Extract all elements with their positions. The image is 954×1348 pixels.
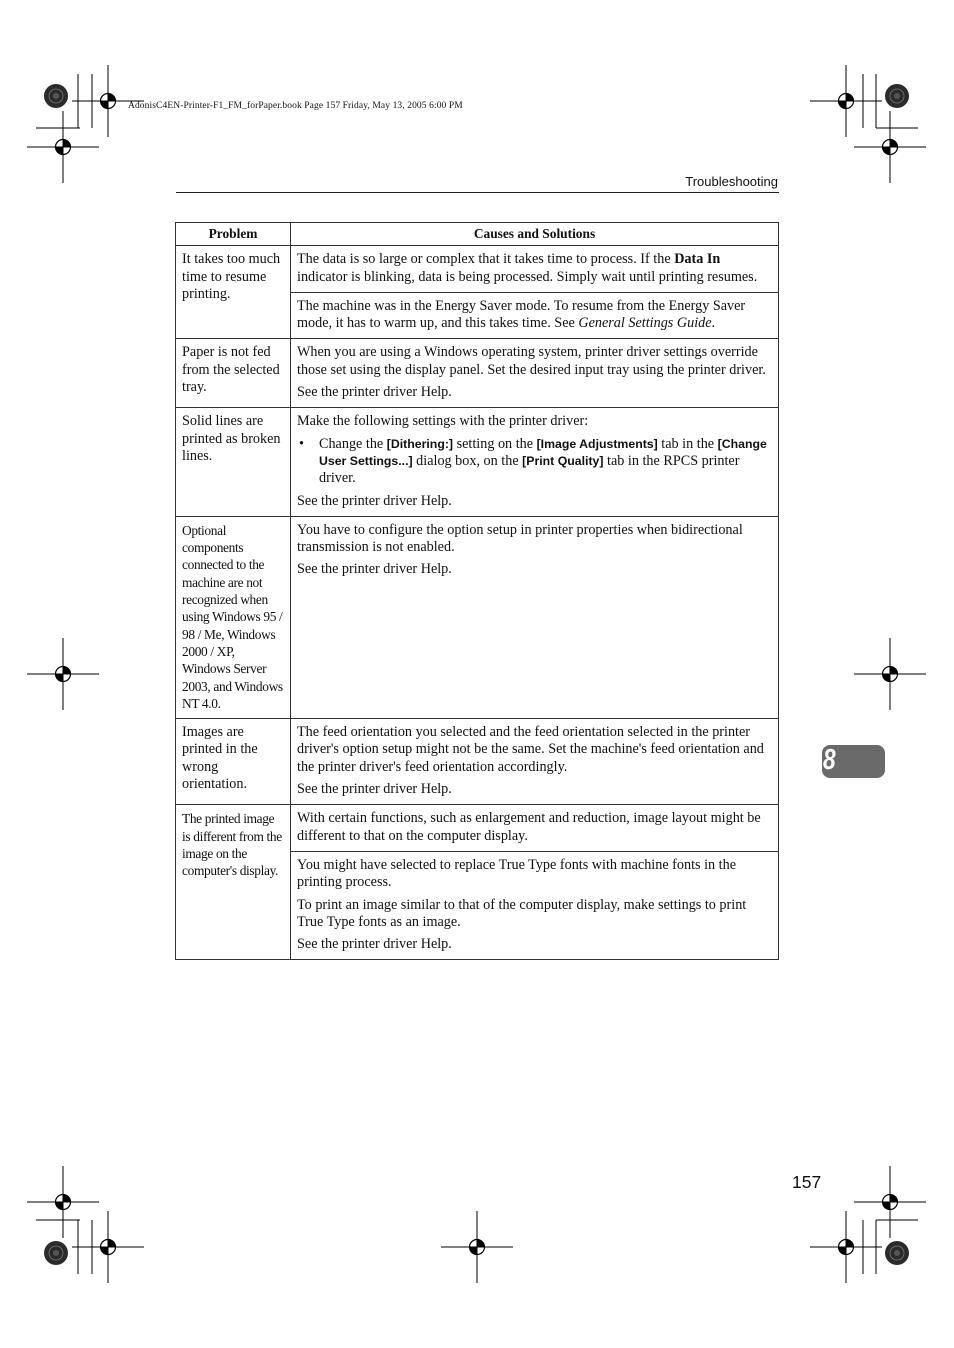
data-in-indicator-name: Data In bbox=[674, 251, 721, 268]
bullet-item bbox=[297, 436, 772, 488]
problem-cell: The printed image is different from the image on the computer's display. bbox=[176, 805, 291, 960]
manual-reference: General Settings Guide bbox=[578, 315, 712, 332]
paragraph: Make the following settings with the printer driver: bbox=[297, 413, 589, 430]
table-row bbox=[176, 805, 779, 852]
text: indicator is blinking, data is being processed. Simply wait until printing resumes. bbox=[297, 268, 758, 285]
crosshair-icon bbox=[27, 638, 99, 710]
header-rule bbox=[176, 192, 779, 193]
problem-cell: Images are printed in the wrong orientation. bbox=[176, 719, 291, 805]
table-row bbox=[176, 516, 779, 718]
solution-cell bbox=[291, 408, 779, 516]
table-row bbox=[176, 339, 779, 408]
ui-label: [Change User Settings...] bbox=[319, 436, 767, 468]
solution-cell bbox=[291, 851, 779, 959]
solution-cell bbox=[291, 292, 779, 339]
paragraph: See the printer driver Help. bbox=[297, 781, 452, 798]
ui-label: [Dithering:] bbox=[386, 436, 454, 451]
text: tab in the RPCS printer driver. bbox=[319, 452, 740, 487]
paragraph: See the printer driver Help. bbox=[297, 561, 452, 578]
ui-label: [Print Quality] bbox=[522, 453, 604, 468]
text: Change the bbox=[319, 435, 387, 452]
solution-cell bbox=[291, 805, 779, 852]
target-icon bbox=[44, 1241, 68, 1265]
solution-cell bbox=[291, 719, 779, 805]
troubleshooting-table bbox=[175, 222, 779, 960]
table-row bbox=[176, 408, 779, 516]
text: tab in the bbox=[657, 435, 718, 452]
solution-cell bbox=[291, 339, 779, 408]
target-icon bbox=[885, 84, 909, 108]
text: The machine was in the Energy Saver mode. To resume from the Energy Saver mode, it has to warm up, and this takes time. See bbox=[297, 297, 746, 332]
bullet-icon: • bbox=[299, 435, 304, 452]
page-number: 157 bbox=[792, 1172, 822, 1192]
section-title: Troubleshooting bbox=[685, 174, 778, 189]
crosshair-icon bbox=[441, 1211, 513, 1283]
paragraph: To print an image similar to that of the computer display, make settings to print True Type fonts as an image. bbox=[297, 896, 747, 930]
paragraph: With certain functions, such as enlargement and reduction, image layout might be different to that on the computer display. bbox=[297, 810, 761, 844]
problem-cell: Optional components connected to the machine are not recognized when using Windows 95 / 98 / Me, Windows 2000 / XP, Windows Server 2003, and Windows NT 4.0. bbox=[176, 516, 291, 718]
text: dialog box, on the bbox=[412, 452, 523, 469]
paragraph: The feed orientation you selected and the feed orientation selected in the printer driver's option setup might not be the same. Set the machine's feed orientation and the printer driver's feed orientation accordingly. bbox=[297, 724, 764, 775]
target-icon bbox=[44, 84, 68, 108]
chapter-tab bbox=[822, 745, 885, 778]
problem-cell: Solid lines are printed as broken lines. bbox=[176, 408, 291, 516]
table-header-row bbox=[176, 223, 779, 246]
crosshair-icon bbox=[810, 1211, 882, 1283]
crosshair-icon bbox=[27, 1166, 99, 1238]
paragraph: When you are using a Windows operating system, printer driver settings override those set using the display panel. Set the desired input tray using the printer driver. bbox=[297, 344, 766, 378]
crosshair-icon bbox=[854, 111, 926, 183]
paragraph: See the printer driver Help. bbox=[297, 936, 452, 953]
table-row bbox=[176, 719, 779, 805]
text: setting on the bbox=[453, 435, 537, 452]
target-icon bbox=[885, 1241, 909, 1265]
crosshair-icon bbox=[810, 65, 882, 137]
ui-label: [Image Adjustments] bbox=[536, 436, 658, 451]
solution-cell bbox=[291, 246, 779, 293]
paragraph: See the printer driver Help. bbox=[297, 384, 452, 401]
paragraph: You have to configure the option setup in printer properties when bidirectional transmission is not enabled. bbox=[297, 521, 743, 556]
crosshair-icon bbox=[27, 111, 99, 183]
text: . bbox=[711, 315, 716, 332]
table-row bbox=[176, 246, 779, 293]
column-header-causes: Causes and Solutions bbox=[291, 223, 779, 246]
crosshair-icon bbox=[72, 1211, 144, 1283]
file-info: AdonisC4EN-Printer-F1_FM_forPaper.book Page 157 Friday, May 13, 2005 6:00 PM bbox=[128, 101, 463, 111]
column-header-problem: Problem bbox=[176, 223, 291, 246]
text: The data is so large or complex that it takes time to process. If the bbox=[297, 251, 675, 268]
crosshair-icon bbox=[854, 638, 926, 710]
solution-cell bbox=[291, 516, 779, 718]
problem-cell: It takes too much time to resume printing. bbox=[176, 246, 291, 339]
crosshair-icon bbox=[854, 1166, 926, 1238]
chapter-number: 8 bbox=[823, 744, 836, 776]
paragraph: You might have selected to replace True Type fonts with machine fonts in the printing process. bbox=[297, 856, 737, 891]
paragraph: See the printer driver Help. bbox=[297, 492, 452, 509]
problem-cell: Paper is not fed from the selected tray. bbox=[176, 339, 291, 408]
